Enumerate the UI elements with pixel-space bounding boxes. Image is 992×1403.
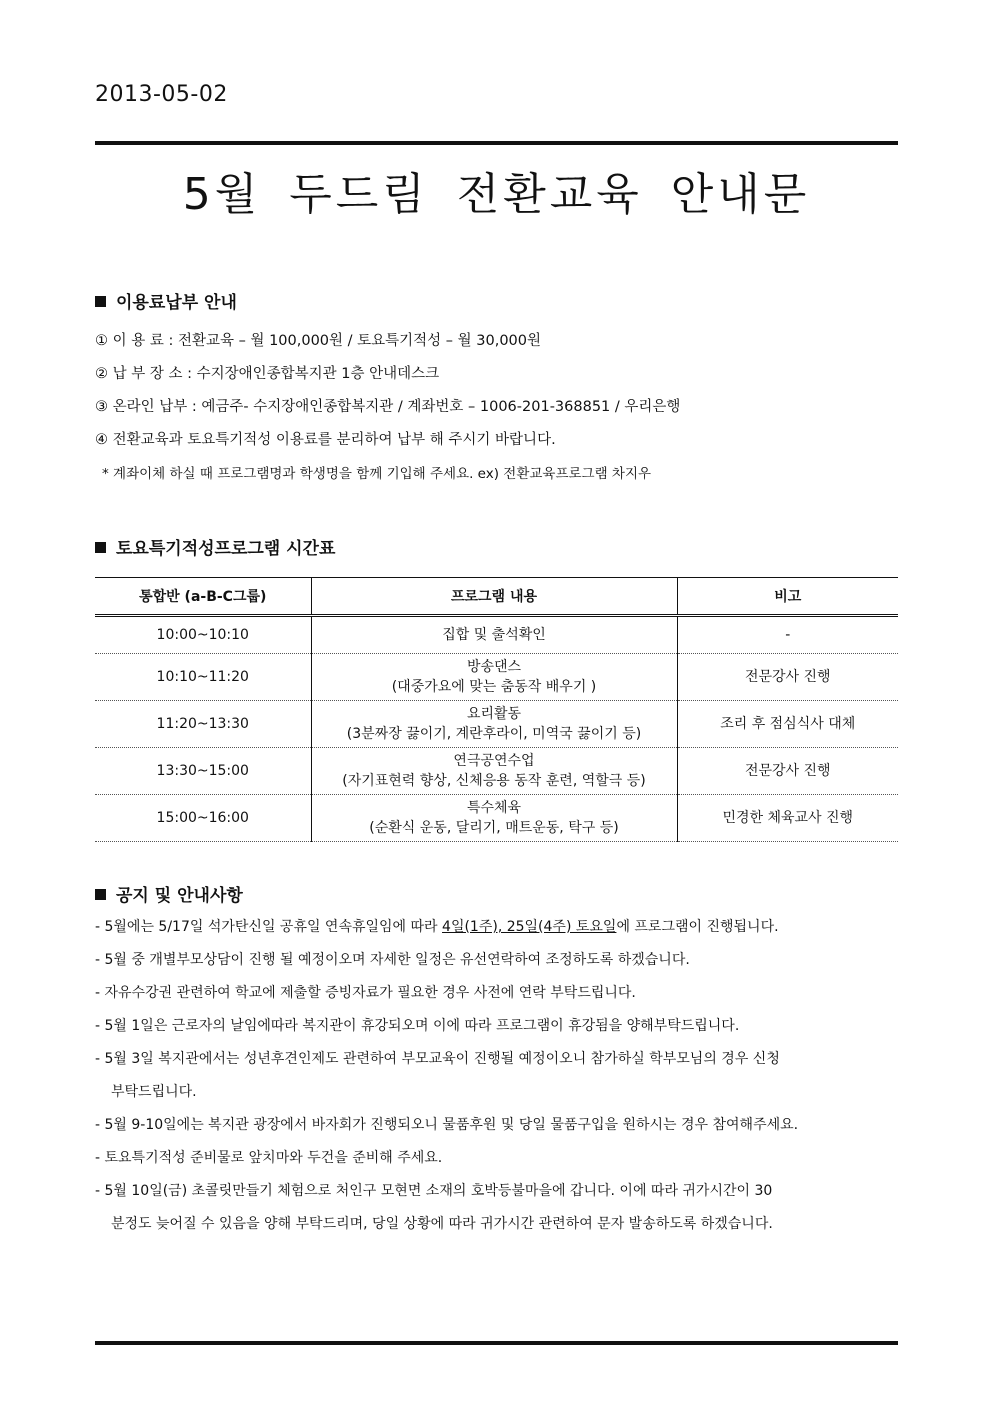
notice-item: - 5월 9-10일에는 복지관 광장에서 바자회가 진행되오니 물품후원 및 당일 물품구입을 원하시는 경우 참여해주세요. (95, 1117, 799, 1133)
fee-section-heading (95, 288, 237, 313)
program-name: 연극공연수업 (453, 753, 535, 769)
bottom-divider (95, 1341, 898, 1345)
page-title: 5월 두드림 전환교육 안내문 (182, 169, 811, 220)
notice-item: - 5월 10일(금) 초콜릿만들기 체험으로 처인구 모현면 소재의 호박등불마을에 갑니다. 이에 따라 귀가시간이 30 (95, 1183, 773, 1199)
schedule-section-title: 토요특기적성프로그램 시간표 (116, 539, 336, 559)
program-detail: (순환식 운동, 달리기, 매트운동, 탁구 등) (369, 820, 619, 836)
note-cell: 조리 후 점심식사 대체 (677, 701, 898, 748)
column-header-content: 프로그램 내용 (311, 578, 677, 616)
notice-item (95, 911, 898, 944)
column-header-group: 통합반 (a-B-C그룹) (95, 578, 311, 616)
time-cell: 10:10~11:20 (95, 654, 311, 701)
notice-item: - 토요특기적성 준비물로 앞치마와 두건을 준비해 주세요. (95, 1150, 443, 1166)
time-cell: 13:30~15:00 (95, 748, 311, 795)
notice-section-heading (95, 881, 243, 906)
note-cell: - (677, 616, 898, 654)
square-bullet-icon (95, 542, 106, 553)
note-cell: 전문강사 진행 (677, 654, 898, 701)
fee-section-title: 이용료납부 안내 (116, 293, 237, 313)
fee-item: ④ 전환교육과 토요특기적성 이용료를 분리하여 납부 해 주시기 바랍니다. (95, 432, 556, 448)
time-cell: 15:00~16:00 (95, 795, 311, 842)
program-detail: (3분짜장 끓이기, 계란후라이, 미역국 끓이기 등) (346, 726, 642, 742)
column-header-note: 비고 (677, 578, 898, 616)
notice-highlight: 4일(1주), 25일(4주) 토요일 (442, 919, 617, 935)
document-date: 2013-05-02 (95, 82, 228, 107)
note-cell: 민경한 체육교사 진행 (677, 795, 898, 842)
notice-item-continuation: 분정도 늦어질 수 있음을 양해 부탁드리며, 당일 상황에 따라 귀가시간 관련하여 문자 발송하도록 하겠습니다. (111, 1216, 773, 1232)
square-bullet-icon (95, 889, 106, 900)
square-bullet-icon (95, 296, 106, 307)
program-name: 특수체육 (466, 800, 522, 816)
content-cell (311, 795, 677, 842)
note-cell: 전문강사 진행 (677, 748, 898, 795)
table-row (95, 616, 898, 654)
notice-item-continuation: 부탁드립니다. (111, 1084, 197, 1100)
content-cell (311, 748, 677, 795)
table-row (95, 701, 898, 748)
content-cell (311, 701, 677, 748)
program-detail: (자기표현력 향상, 신체응용 동작 훈련, 역할극 등) (342, 773, 646, 789)
program-name: 요리활동 (466, 706, 522, 722)
schedule-section-heading (95, 534, 335, 559)
program-name: 집합 및 출석확인 (442, 627, 546, 643)
table-row (95, 795, 898, 842)
notice-section-title: 공지 및 안내사항 (116, 886, 243, 906)
fee-item: ② 납 부 장 소 : 수지장애인종합복지관 1층 안내데스크 (95, 366, 440, 382)
notice-item: - 5월 1일은 근로자의 날임에따라 복지관이 휴강되오며 이에 따라 프로그램이 휴강됨을 양해부탁드립니다. (95, 1018, 740, 1034)
content-cell (311, 616, 677, 654)
schedule-table (95, 577, 898, 842)
notice-text: 에 프로그램이 진행됩니다. (616, 919, 779, 935)
notice-text: - 5월에는 5/17일 석가탄신일 공휴일 연속휴일임에 따라 (95, 919, 443, 935)
fee-item: ① 이 용 료 : 전환교육 – 월 100,000원 / 토요특기적성 – 월 30,000원 (95, 333, 542, 349)
time-cell: 10:00~10:10 (95, 616, 311, 654)
fee-item: ③ 온라인 납부 : 예금주- 수지장애인종합복지관 / 계좌번호 – 1006-201-368851 / 우리은행 (95, 399, 681, 415)
notice-list (95, 911, 898, 1241)
notice-item: - 자유수강권 관련하여 학교에 제출할 증빙자료가 필요한 경우 사전에 연락 부탁드립니다. (95, 985, 636, 1001)
time-cell: 11:20~13:30 (95, 701, 311, 748)
notice-item: - 5월 중 개별부모상담이 진행 될 예정이오며 자세한 일정은 유선연락하여 조정하도록 하겠습니다. (95, 952, 690, 968)
table-row (95, 654, 898, 701)
content-cell (311, 654, 677, 701)
program-detail: (대중가요에 맞는 춤동작 배우기 ) (391, 679, 597, 695)
notice-item: - 5월 3일 복지관에서는 성년후견인제도 관련하여 부모교육이 진행될 예정이오니 참가하실 학부모님의 경우 신청 (95, 1051, 780, 1067)
table-row (95, 748, 898, 795)
program-name: 방송댄스 (466, 659, 522, 675)
schedule-header-row (95, 578, 898, 616)
top-divider (95, 141, 898, 145)
fee-note: * 계좌이체 하실 때 프로그램명과 학생명을 함께 기입해 주세요. ex) 전환교육프로그램 차지우 (102, 466, 652, 482)
